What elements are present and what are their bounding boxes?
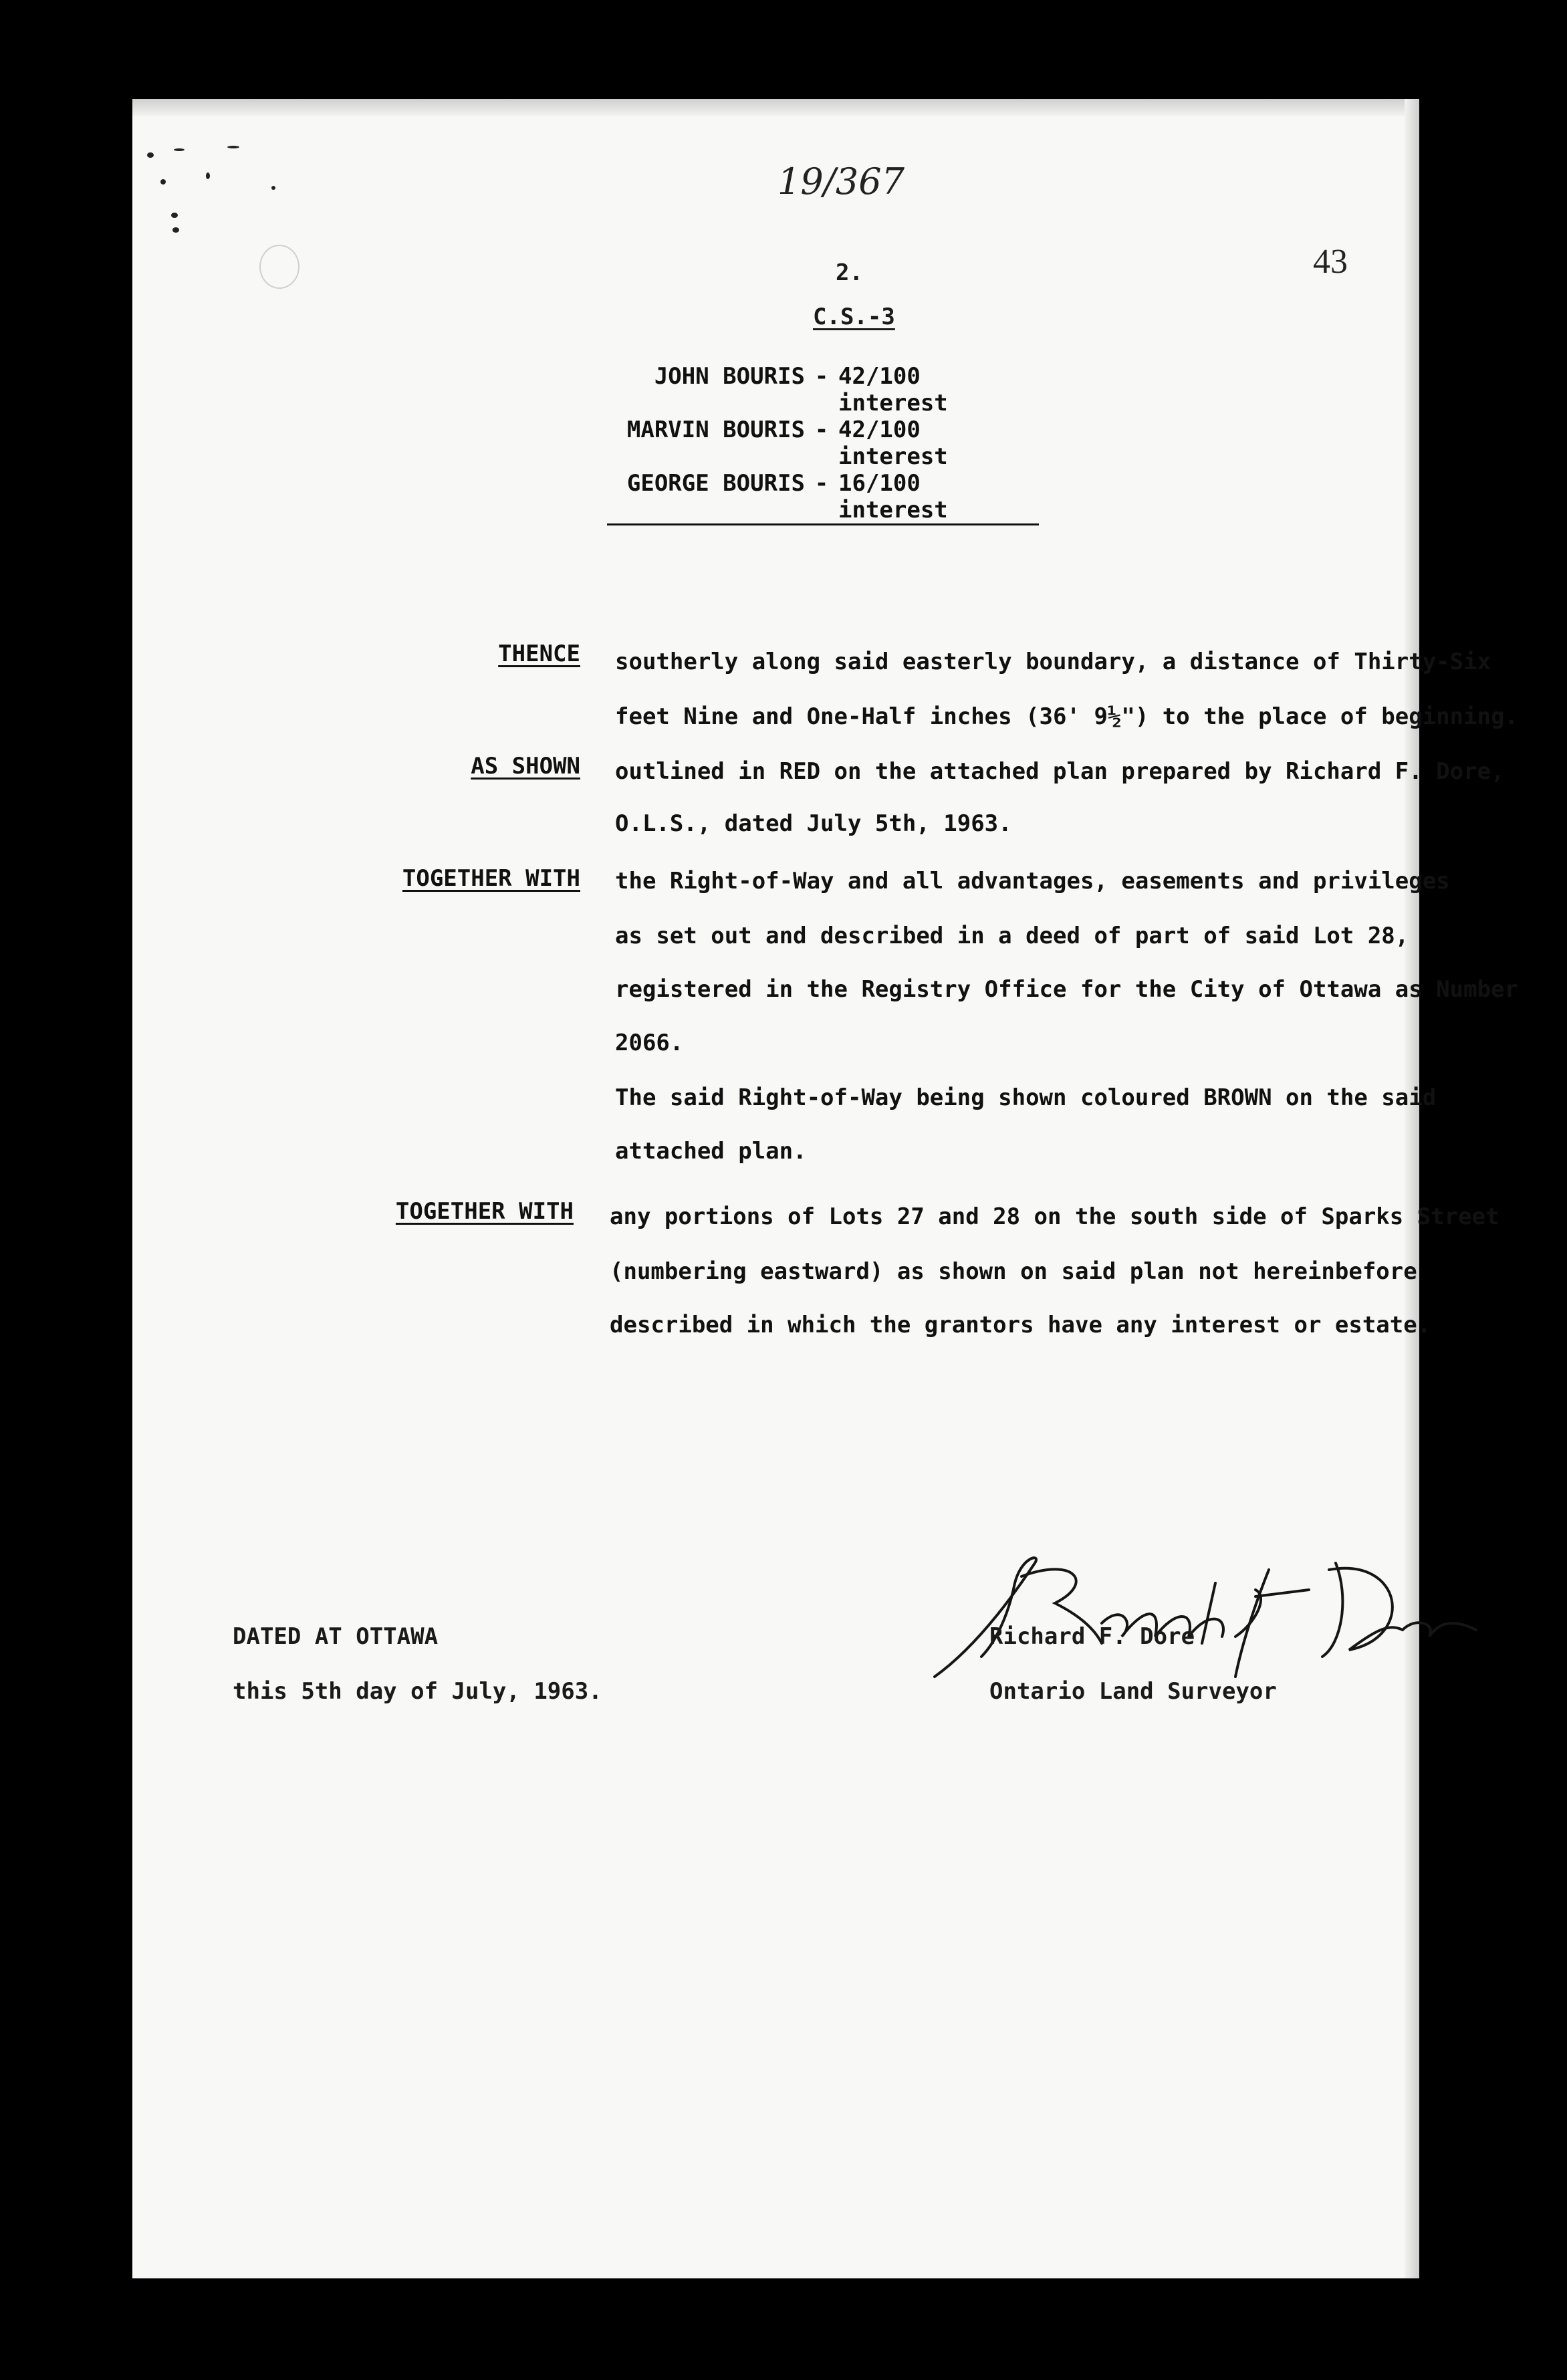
file-reference: 19/367 (777, 160, 905, 203)
signatory-name: Richard F. Dore (989, 1623, 1195, 1650)
holder-row (607, 363, 1039, 416)
page-top-edge (132, 99, 1419, 116)
clause-line: outlined in RED on the attached plan prepared by Richard F. Dore, (615, 758, 1505, 785)
stamp-number: 43 (1313, 243, 1348, 281)
clause-line: feet Nine and One-Half inches (36' 9½") to the place of beginning. (615, 703, 1519, 730)
punch-hole-mark (259, 245, 299, 289)
speck (172, 227, 179, 233)
clause-label-as-shown: AS SHOWN (471, 753, 580, 780)
page-right-edge (1405, 99, 1419, 2278)
speck (227, 146, 239, 148)
schedule-heading: C.S.-3 (813, 304, 895, 330)
document-page (132, 99, 1519, 2278)
holder-row (607, 416, 1039, 470)
clause-line: 2066. (615, 1030, 684, 1056)
holder-name: JOHN BOURIS (654, 363, 805, 390)
clause-label-thence: THENCE (498, 640, 580, 667)
clause-label-together-with: TOGETHER WITH (402, 865, 580, 892)
holder-dash: - (814, 363, 829, 390)
signatory-title: Ontario Land Surveyor (989, 1678, 1277, 1705)
speck (206, 172, 210, 179)
clause-line: as set out and described in a deed of part of said Lot 28, (615, 923, 1409, 949)
clause-line: described in which the grantors have any interest or estate. (610, 1312, 1431, 1338)
speck (147, 152, 154, 158)
holder-name: MARVIN BOURIS (626, 416, 805, 443)
page-number: 2. (836, 259, 863, 286)
holder-dash: - (814, 470, 829, 497)
speck (271, 186, 275, 190)
clause-line: the Right-of-Way and all advantages, easements and privileges (615, 868, 1450, 895)
handwritten-signature (921, 1543, 1496, 1697)
speck (160, 179, 166, 185)
speck (174, 148, 185, 151)
clause-line: O.L.S., dated July 5th, 1963. (615, 810, 1012, 837)
clause-line: any portions of Lots 27 and 28 on the south side of Sparks Street (610, 1203, 1499, 1230)
clause-line: attached plan. (615, 1138, 807, 1165)
holder-share: 42/100 interest (838, 363, 948, 416)
speck (171, 213, 178, 218)
holder-dash: - (814, 416, 829, 443)
dated-date: this 5th day of July, 1963. (233, 1678, 602, 1705)
holder-share: 16/100 interest (838, 470, 948, 523)
clause-line: registered in the Registry Office for the City of Ottawa as Number (615, 976, 1519, 1003)
clause-line: southerly along said easterly boundary, a distance of Thirty-Six (615, 648, 1491, 675)
holder-share: 42/100 interest (838, 416, 948, 470)
interest-holders (607, 363, 1039, 525)
clause-line: The said Right-of-Way being shown coloured BROWN on the said (615, 1084, 1437, 1111)
dated-place: DATED AT OTTAWA (233, 1623, 439, 1650)
clause-line: (numbering eastward) as shown on said plan not hereinbefore (610, 1258, 1417, 1285)
holder-name: GEORGE BOURIS (626, 470, 805, 497)
clause-label-together-with: TOGETHER WITH (395, 1198, 574, 1225)
holder-row (607, 470, 1039, 525)
